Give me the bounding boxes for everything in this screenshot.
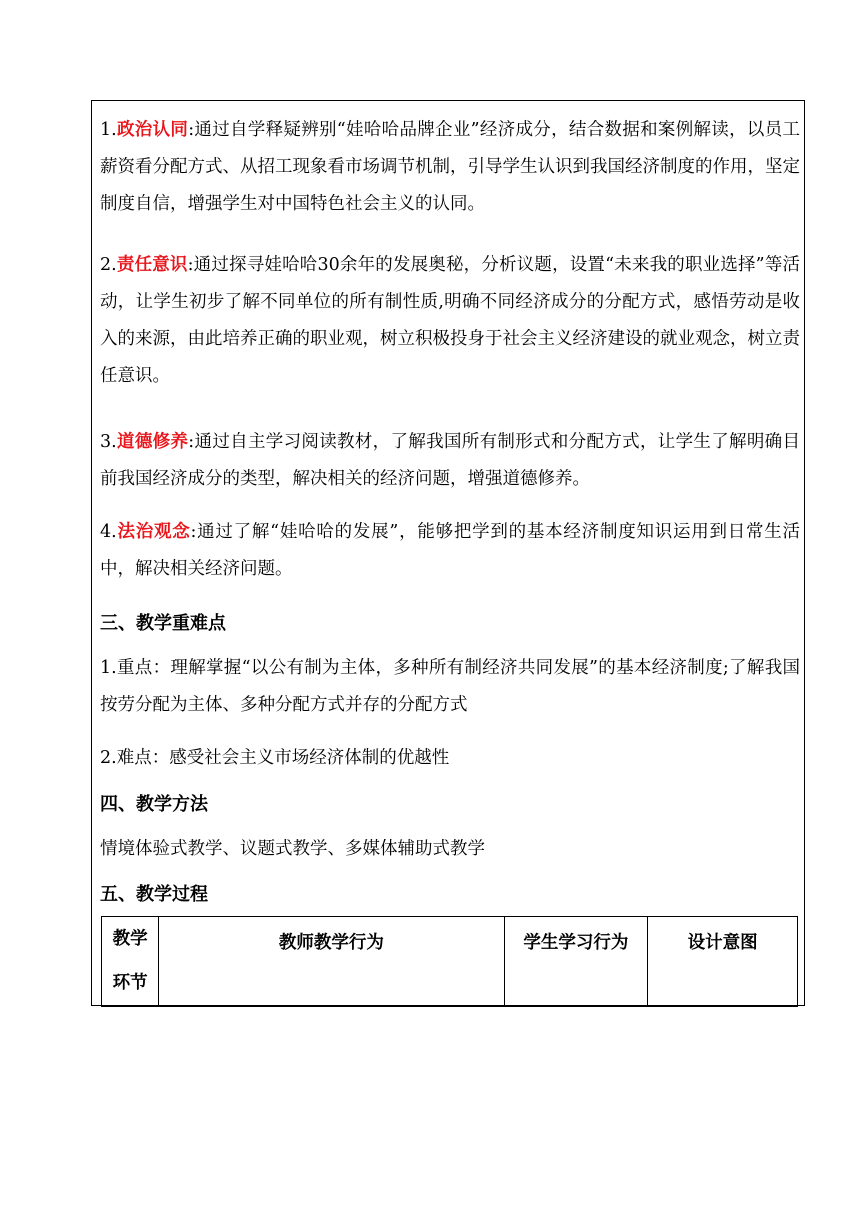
section-heading-key-points: 三、教学重难点: [100, 613, 226, 634]
objective-text: :通过自学释疑辨别“娃哈哈品牌企业”经济成分，结合数据和案例解读，以员工薪资看分配方式、从招工现象看市场调节机制，引导学生认识到我国经济制度的作用，坚定制度自信，增强学生对中国特色社会主义的认同。: [100, 120, 800, 214]
objective-keyword: 责任意识: [116, 255, 188, 275]
objective-4: [100, 514, 800, 588]
key-point-1: 1.重点：理解掌握“以公有制为主体，多种所有制经济共同发展”的基本经济制度;了解我国按劳分配为主体、多种分配方式并存的分配方式: [100, 658, 800, 715]
objective-number: 4.: [100, 522, 117, 542]
methods-text: 情境体验式教学、议题式教学、多媒体辅助式教学: [100, 839, 485, 859]
header-design-intent: 设计意图: [648, 917, 798, 1007]
objective-2: [100, 247, 800, 395]
objective-number: 3.: [100, 432, 117, 452]
objective-3: [100, 424, 800, 498]
objective-keyword: 政治认同: [116, 120, 189, 140]
header-stage-line1: 教学: [112, 929, 148, 949]
objective-keyword: 道德修养: [116, 432, 189, 452]
header-teacher-actions: 教师教学行为: [159, 917, 504, 1007]
key-point-2: 2.难点：感受社会主义市场经济体制的优越性: [100, 748, 450, 768]
process-table: [101, 916, 798, 1007]
objective-text: :通过探寻娃哈哈30余年的发展奥秘，分析议题，设置“未来我的职业选择”等活动，让学生初步了解不同单位的所有制性质,明确不同经济成分的分配方式，感悟劳动是收入的来源，由此培养正确的职业观，树立积极投身于社会主义经济建设的就业观念，树立责任意识。: [100, 255, 800, 386]
header-stage-line2: 环节: [112, 973, 148, 993]
objective-number: 2.: [100, 255, 117, 275]
header-stage: [102, 917, 159, 1007]
objective-1: [100, 112, 800, 223]
objective-text: :通过了解“娃哈哈的发展”，能够把学到的基本经济制度知识运用到日常生活中，解决相关经济问题。: [100, 522, 801, 579]
section-heading-methods: 四、教学方法: [100, 794, 208, 815]
objective-keyword: 法治观念: [116, 522, 191, 542]
section-heading-process: 五、教学过程: [100, 884, 208, 905]
objective-number: 1.: [100, 120, 117, 140]
objective-text: :通过自主学习阅读教材，了解我国所有制形式和分配方式，让学生了解明确目前我国经济成分的类型，解决相关的经济问题，增强道德修养。: [100, 432, 800, 489]
header-student-actions: 学生学习行为: [504, 917, 648, 1007]
table-header-row: [102, 917, 798, 1007]
